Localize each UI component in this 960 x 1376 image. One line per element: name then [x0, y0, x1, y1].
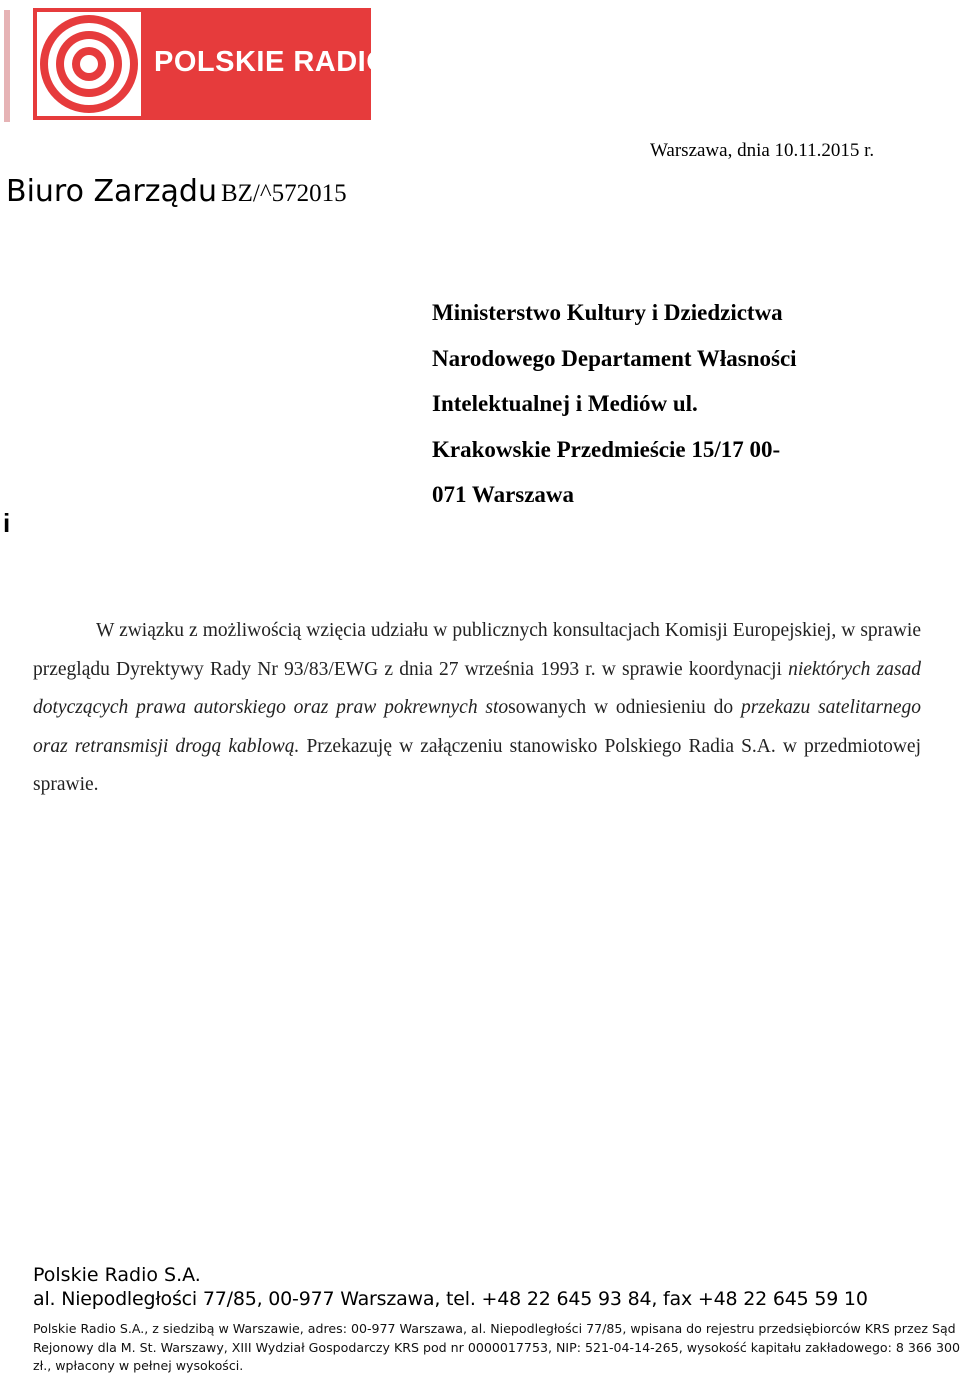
margin-mark: i	[3, 508, 11, 538]
letter-body	[33, 612, 921, 805]
body-text-italic: niektórych zasad dotyczących prawa autorskiego oraz praw pokrewnych sto	[33, 658, 921, 718]
reference-number: BZ/^572015	[220, 180, 347, 207]
addressee-line: Krakowskie Przedmieście 15/17 00-	[432, 436, 781, 462]
body-text-part: sowanych w odniesieniu do	[508, 697, 741, 718]
body-text-part: W związku z możliwością wzięcia udziału w publicznych konsultacjach Komisji Europejskiej, w sprawie przeglądu Dyrektywy Rady Nr 93/83/EWG z dnia 27 września 1993 r. w sprawie koordynacji	[33, 620, 921, 680]
footer-contact: al. Niepodległości 77/85, 00-977 Warszawa, tel. +48 22 645 93 84, fax +48 22 645 59 10	[33, 1288, 868, 1310]
body-text-part: Przekazuję w załączeniu stanowisko Polskiego Radia S.A. w przedmiotowej sprawie.	[33, 735, 921, 795]
office-heading	[6, 174, 347, 209]
scan-edge-mark	[4, 10, 10, 122]
letter-date: Warszawa, dnia 10.11.2015 r.	[650, 140, 875, 161]
office-label: Biuro Zarządu	[6, 174, 217, 209]
footer-legal-notice: Polskie Radio S.A., z siedzibą w Warszawie, adres: 00-977 Warszawa, al. Niepodległości 77/85, wpisana do rejestru przedsiębiorców KRS przez Sąd Rejonowy dla M. St. Warszawy, XIII Wydział Gospodarczy KRS pod nr 0000017753, NIP: 521-04-14-265, wysokość kapitału zakładowego: 8 366 300 zł., wpłacony w pełnej wysokości.	[33, 1321, 960, 1373]
addressee-line: Ministerstwo Kultury i Dziedzictwa	[432, 300, 783, 325]
addressee-line: 071 Warszawa	[432, 482, 575, 507]
body-text-italic: przekazu satelitarnego oraz retransmisji drogą kablową.	[33, 697, 921, 757]
addressee-line: Narodowego Departament Własności	[432, 345, 797, 371]
addressee-line: Intelektualnej i Mediów ul.	[432, 391, 698, 416]
footer-company-name: Polskie Radio S.A.	[33, 1264, 201, 1286]
addressee-block	[432, 296, 797, 524]
logo-wordmark: POLSKIE RADIO	[154, 46, 390, 78]
concentric-circles-icon	[37, 12, 141, 116]
polskie-radio-logo	[33, 8, 390, 120]
